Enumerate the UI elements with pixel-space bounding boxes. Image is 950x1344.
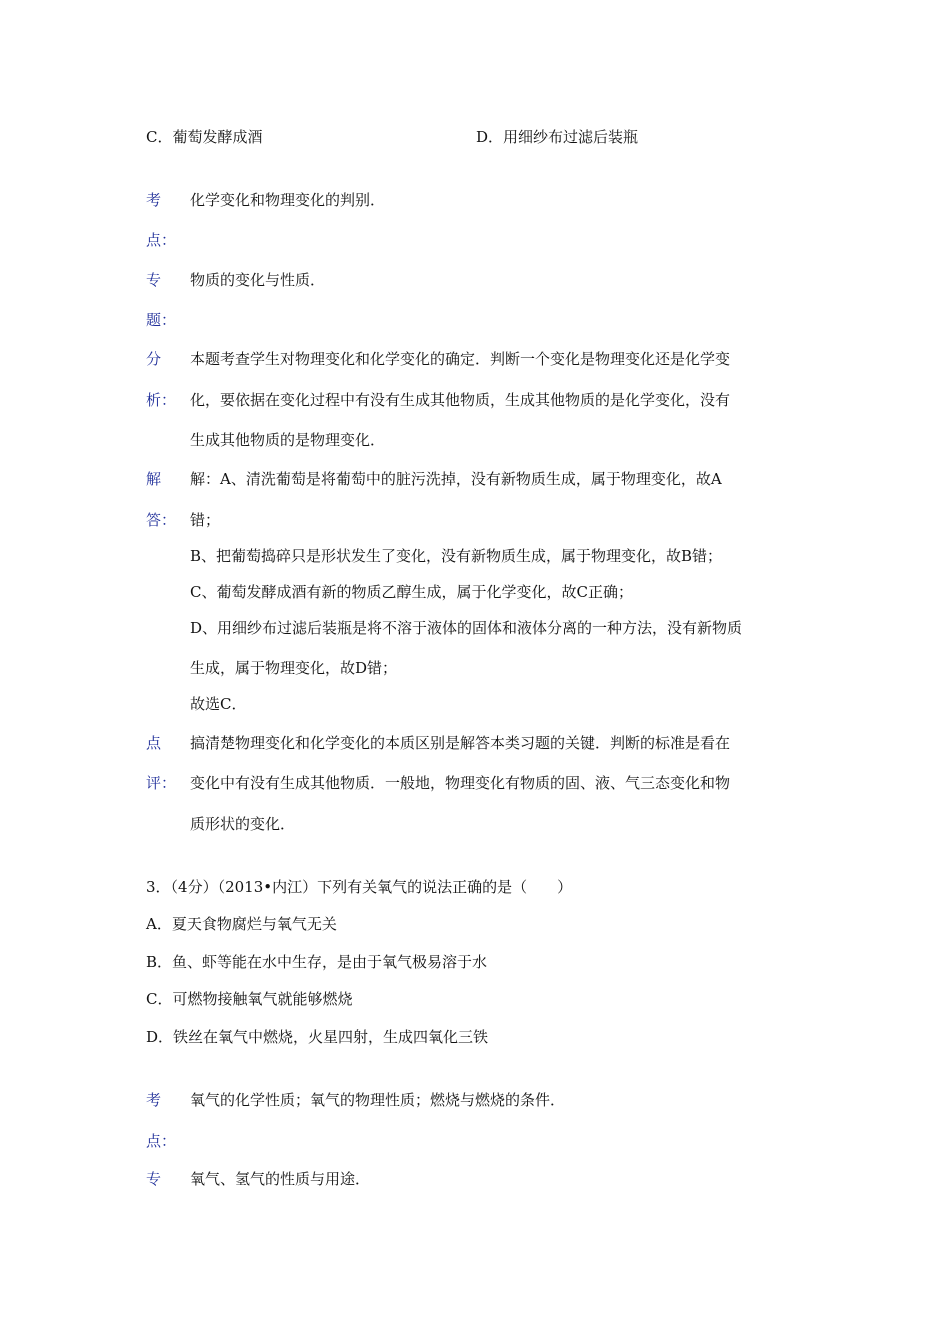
q3-kaodian-label-1: 考 [146, 1091, 162, 1109]
q3-kaodian-text: 氧气的化学性质；氧气的物理性质；燃烧与燃烧的条件． [190, 1091, 566, 1109]
q3-option: B．鱼、虾等能在水中生存，是由于氧气极易溶于水 [146, 953, 488, 971]
q2-jieda-line: 生成，属于物理变化，故D错； [190, 659, 398, 677]
q3-zhuanti-label-1: 专 [146, 1170, 162, 1188]
q2-fenxi-label-1: 分 [146, 350, 162, 368]
q2-kaodian-label-1: 考 [146, 191, 162, 209]
q2-dianping-line: 变化中有没有生成其他物质．一般地，物理变化有物质的固、液、气三态变化和物 [190, 774, 731, 792]
q2-option-c: C．葡萄发酵成酒 [146, 128, 263, 146]
q2-zhuanti-label-1: 专 [146, 271, 162, 289]
q2-dianping-label-1: 点 [146, 734, 162, 752]
q2-kaodian-label-2: 点： [146, 231, 177, 249]
q2-zhuanti-label-2: 题： [146, 311, 177, 329]
q2-jieda-label-2: 答： [146, 511, 177, 529]
q2-kaodian-text: 化学变化和物理变化的判别． [190, 191, 386, 209]
q3-zhuanti-text: 氧气、氢气的性质与用途． [190, 1170, 371, 1188]
q2-dianping-line: 质形状的变化． [190, 815, 296, 833]
q2-jieda-line: B、把葡萄捣碎只是形状发生了变化，没有新物质生成，属于物理变化，故B错； [190, 547, 723, 565]
q2-jieda-line: 错； [190, 511, 221, 529]
q2-jieda-line: C、葡萄发酵成酒有新的物质乙醇生成，属于化学变化，故C正确； [190, 583, 633, 601]
q2-jieda-line: 故选C． [190, 695, 247, 713]
q3-stem: 3．（4分）（2013•内江）下列有关氧气的说法正确的是（ ） [146, 878, 573, 896]
q3-kaodian-label-2: 点： [146, 1132, 177, 1150]
q3-option: C．可燃物接触氧气就能够燃烧 [146, 990, 353, 1008]
q2-dianping-line: 搞清楚物理变化和化学变化的本质区别是解答本类习题的关键．判断的标准是看在 [190, 734, 731, 752]
q2-fenxi-label-2: 析： [146, 391, 177, 409]
q2-option-d: D．用细纱布过滤后装瓶 [476, 128, 639, 146]
q2-jieda-line: D、用细纱布过滤后装瓶是将不溶于液体的固体和液体分离的一种方法，没有新物质 [190, 619, 743, 637]
q2-fenxi-line: 化，要依据在变化过程中有没有生成其他物质，生成其他物质的是化学变化，没有 [190, 391, 731, 409]
q2-fenxi-line: 本题考查学生对物理变化和化学变化的确定．判断一个变化是物理变化还是化学变 [190, 350, 731, 368]
q3-option: D．铁丝在氧气中燃烧，火星四射，生成四氧化三铁 [146, 1028, 489, 1046]
q2-zhuanti-text: 物质的变化与性质． [190, 271, 326, 289]
q2-jieda-label-1: 解 [146, 470, 162, 488]
q2-fenxi-line: 生成其他物质的是物理变化． [190, 431, 386, 449]
q3-option: A．夏天食物腐烂与氧气无关 [146, 915, 337, 933]
q2-dianping-label-2: 评： [146, 774, 177, 792]
q2-jieda-line: 解：A、清洗葡萄是将葡萄中的脏污洗掉，没有新物质生成，属于物理变化，故A [190, 470, 722, 488]
